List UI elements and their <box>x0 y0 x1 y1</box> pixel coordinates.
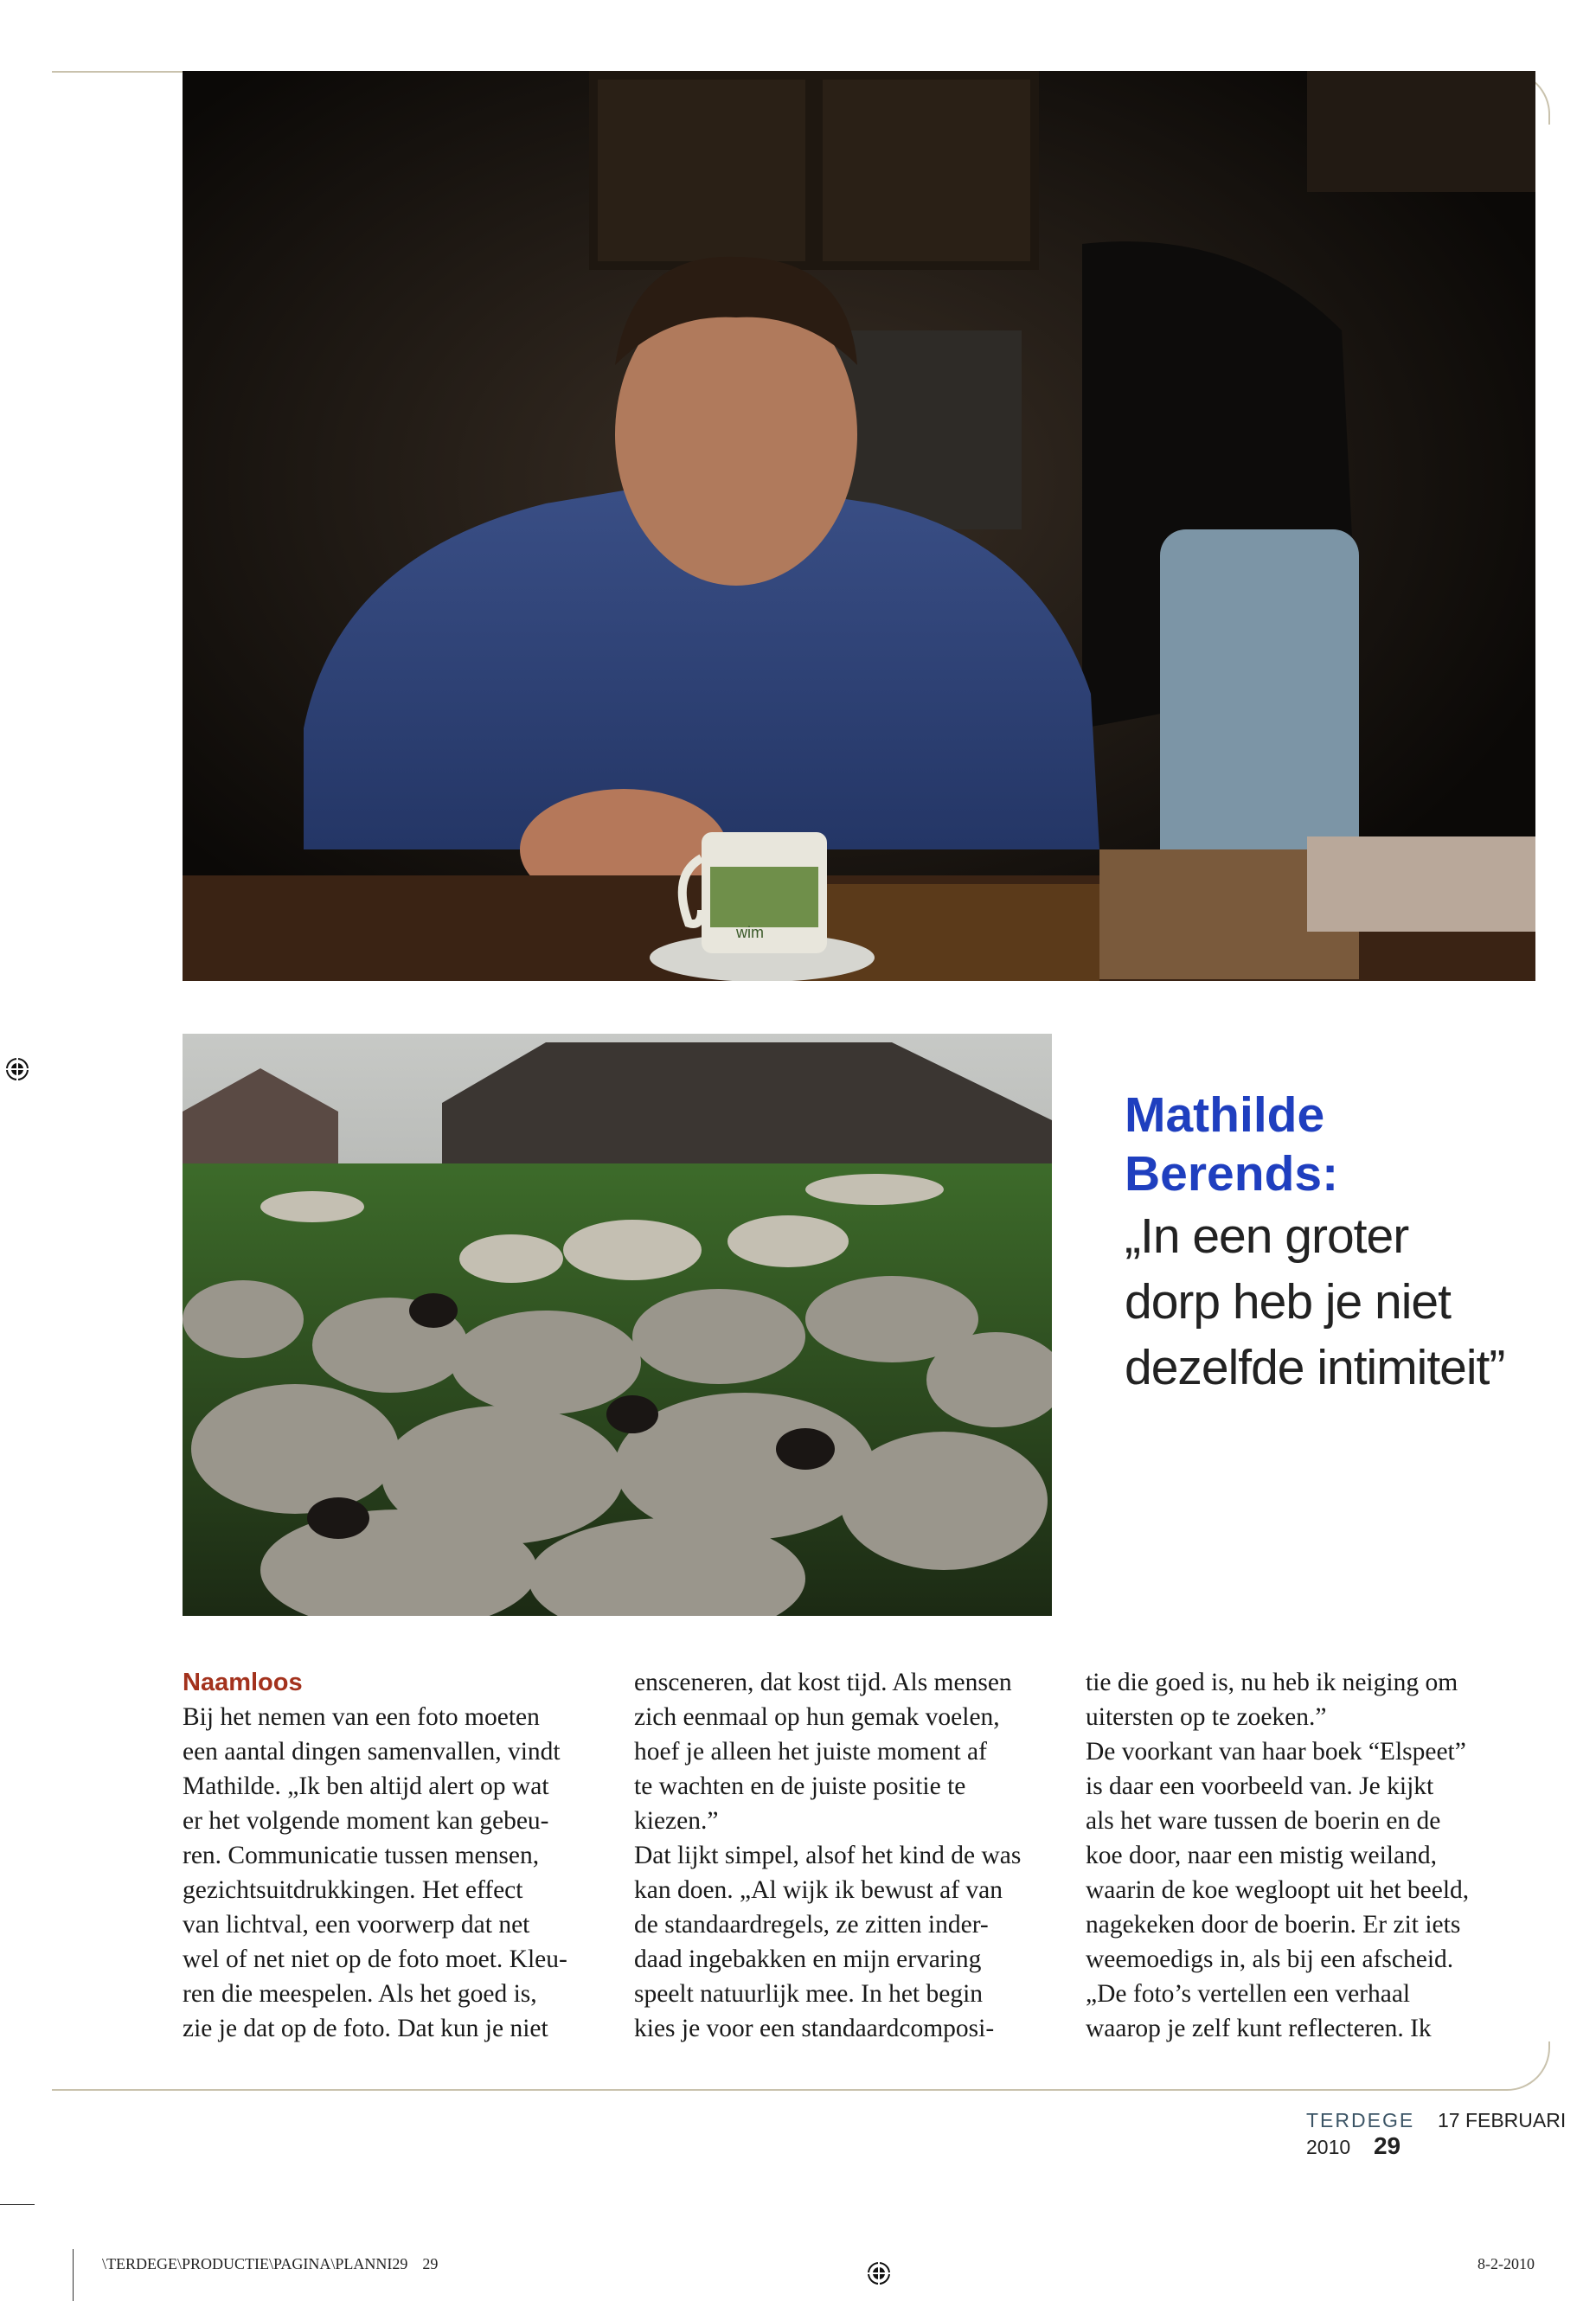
col3-line: „De foto’s vertellen een verhaal <box>1086 1980 1411 2008</box>
col1-line: een aantal dingen samenvallen, vindt <box>183 1738 561 1766</box>
col3-line: als het ware tussen de boerin en de <box>1086 1807 1441 1835</box>
photo-sheep-flock <box>183 1034 1052 1616</box>
slug-page: 29 <box>422 2255 439 2272</box>
mug-text: wim <box>736 924 764 941</box>
col1-line: wel of net niet op de foto moet. Kleu- <box>183 1945 567 1973</box>
photo-man-at-table <box>183 71 1535 981</box>
article-column-2 <box>634 1665 1067 2046</box>
footer-magazine-name: TERDEGE <box>1306 2109 1415 2131</box>
col3-line: weemoedigs in, als bij een afscheid. <box>1086 1945 1454 1973</box>
col1-line: gezichtsuitdrukkingen. Het effect <box>183 1876 523 1904</box>
col3-line: tie die goed is, nu heb ik neiging om <box>1086 1669 1458 1696</box>
headline-quote-line2: dorp heb je niet <box>1125 1274 1451 1330</box>
col2-line: hoef je alleen het juiste moment af <box>634 1738 987 1766</box>
col3-line: uitersten op te zoeken.” <box>1086 1703 1327 1731</box>
article-column-1 <box>183 1665 615 2046</box>
col1-line: Mathilde. „Ik ben altijd alert op wat <box>183 1772 549 1800</box>
col1-line: van lichtval, een voorwerp dat net <box>183 1911 530 1939</box>
col1-line: er het volgende moment kan gebeu- <box>183 1807 549 1835</box>
col3-line: nagekeken door de boerin. Er zit iets <box>1086 1911 1461 1939</box>
registration-mark-icon <box>3 1055 31 1083</box>
headline-quote-line1: „In een groter <box>1125 1208 1409 1264</box>
print-slug <box>102 2255 438 2273</box>
col2-line: te wachten en de juiste positie te <box>634 1772 966 1800</box>
page-trim-bottom <box>52 2041 1550 2091</box>
col2-line: speelt natuurlijk mee. In het begin <box>634 1980 984 2008</box>
col3-line: De voorkant van haar boek “Elspeet” <box>1086 1738 1466 1766</box>
headline-name-line2: Berends: <box>1125 1146 1339 1202</box>
col2-line: kiezen.” <box>634 1807 719 1835</box>
col3-line: waarin de koe wegloopt uit het beeld, <box>1086 1876 1470 1904</box>
registration-mark-icon <box>865 2259 893 2287</box>
headline-name-line1: Mathilde <box>1125 1087 1325 1143</box>
col2-line: zich eenmaal op hun gemak voelen, <box>634 1703 1000 1731</box>
col2-line: ensceneren, dat kost tijd. Als mensen <box>634 1669 1012 1696</box>
crop-mark <box>0 2204 35 2205</box>
pull-quote-headline <box>1125 1086 1574 1400</box>
slug-path: \TERDEGE\PRODUCTIE\PAGINA\PLANNI29 <box>102 2255 408 2272</box>
crop-mark <box>73 2249 74 2301</box>
col1-line: ren. Communicatie tussen mensen, <box>183 1842 540 1869</box>
col2-line: Dat lijkt simpel, alsof het kind de was <box>634 1842 1022 1869</box>
article-column-3 <box>1086 1665 1535 2046</box>
col2-line: daad ingebakken en mijn ervaring <box>634 1945 982 1973</box>
slug-date: 8-2-2010 <box>1477 2255 1535 2272</box>
col2-line: kies je voor een standaardcomposi- <box>634 2015 995 2042</box>
col3-line: waarop je zelf kunt reflecteren. Ik <box>1086 2015 1432 2042</box>
footer-date: 17 FEBRUARI 2010 <box>1306 2109 1567 2158</box>
page-footer <box>1306 2109 1596 2160</box>
col1-line: zie je dat op de foto. Dat kun je niet <box>183 2015 548 2042</box>
col3-line: is daar een voorbeeld van. Je kijkt <box>1086 1772 1434 1800</box>
col2-line: de standaardregels, ze zitten inder- <box>634 1911 989 1939</box>
footer-page-number: 29 <box>1373 2132 1401 2159</box>
headline-quote-line3: dezelfde intimiteit” <box>1125 1340 1505 1395</box>
col2-line: kan doen. „Al wijk ik bewust af van <box>634 1876 1003 1904</box>
col1-line: ren die meespelen. Als het goed is, <box>183 1980 537 2008</box>
col1-line: Bij het nemen van een foto moeten <box>183 1703 540 1731</box>
col3-line: koe door, naar een mistig weiland, <box>1086 1842 1437 1869</box>
article-subhead: Naamloos <box>183 1669 303 1696</box>
